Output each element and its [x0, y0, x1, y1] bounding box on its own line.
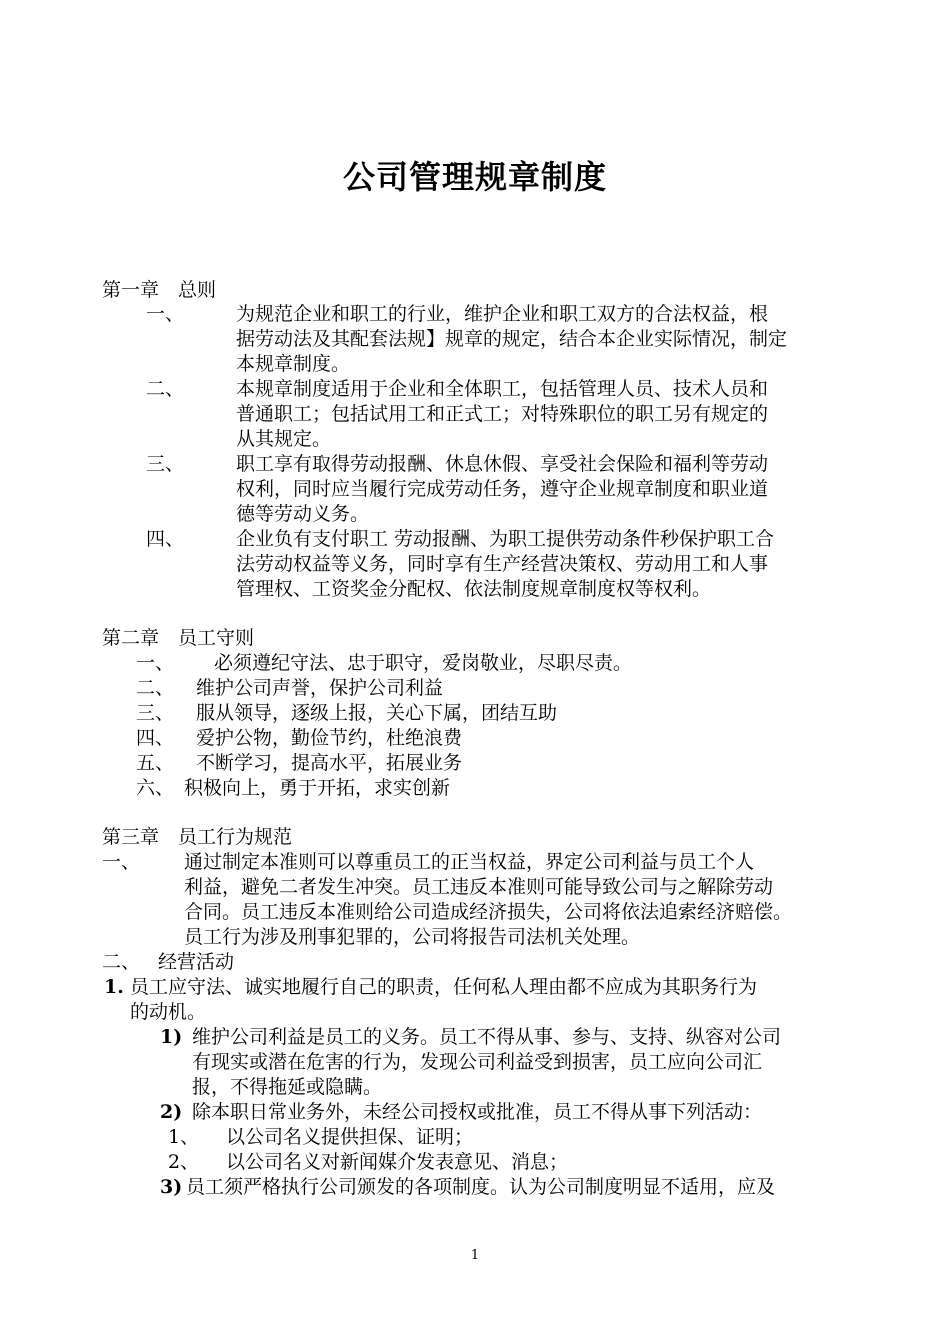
- ch2-item-4-number: 四、: [136, 727, 175, 749]
- ch1-item-1-number: 一、: [146, 303, 185, 325]
- page-number: 1: [470, 1248, 480, 1263]
- ch1-item-3-number: 三、: [146, 453, 185, 475]
- ch1-item-3-line-3: 德等劳动义务。: [236, 503, 370, 525]
- chapter-3-heading: 第三章 员工行为规范: [102, 826, 293, 848]
- ch2-item-5-text: 不断学习，提高水平，拓展业务: [196, 752, 463, 774]
- ch1-item-1-line-3: 本规章制度。: [236, 353, 351, 375]
- ch3-sub-2b-number: 2、: [168, 1151, 200, 1173]
- ch3-para-1-number: 1.: [104, 976, 124, 998]
- ch3-item-2-label: 经营活动: [158, 951, 235, 973]
- ch1-item-4-line-3: 管理权、工资奖金分配权、依法制度规章制度权等权利。: [236, 578, 712, 600]
- ch1-item-1-line-2: 据劳动法及其配套法规】规章的规定，结合本企业实际情况，制定: [236, 328, 788, 350]
- ch3-sub-1-line-1: 维护公司利益是员工的义务。员工不得从事、参与、支持、纵容对公司: [192, 1026, 782, 1048]
- ch3-item-1-number: 一、: [102, 851, 141, 873]
- ch3-sub-3-number: 3): [160, 1176, 183, 1198]
- ch1-item-4-line-1: 企业负有支付职工 劳动报酬、为职工提供劳动条件秒保护职工合: [236, 528, 775, 550]
- ch3-item-1-line-4: 员工行为涉及刑事犯罪的，公司将报告司法机关处理。: [184, 926, 641, 948]
- ch3-para-1-line-2: 的动机。: [130, 1001, 207, 1023]
- ch2-item-6-number: 六、: [136, 777, 175, 799]
- ch2-item-2-number: 二、: [136, 677, 175, 699]
- ch3-sub-1-number: 1): [160, 1026, 183, 1048]
- ch2-item-1-number: 一、: [136, 652, 175, 674]
- ch3-item-1-line-1: 通过制定本准则可以尊重员工的正当权益，界定公司利益与员工个人: [184, 851, 755, 873]
- ch2-item-5-number: 五、: [136, 752, 175, 774]
- ch2-item-6-text: 积极向上，勇于开拓，求实创新: [184, 777, 451, 799]
- ch3-item-2-number: 二、: [102, 951, 141, 973]
- ch3-sub-1-line-2: 有现实或潜在危害的行为，发现公司利益受到损害，员工应向公司汇: [192, 1051, 763, 1073]
- ch3-sub-3-text: 员工须严格执行公司颁发的各项制度。认为公司制度明显不适用，应及: [186, 1176, 776, 1198]
- ch3-sub-2b-text: 以公司名义对新闻媒介发表意见、消息；: [226, 1151, 569, 1173]
- ch3-sub-1-line-3: 报，不得拖延或隐瞒。: [192, 1076, 383, 1098]
- ch1-item-1-line-1: 为规范企业和职工的行业，维护企业和职工双方的合法权益，根: [236, 303, 769, 325]
- ch2-item-1-text: 必须遵纪守法、忠于职守，爱岗敬业，尽职尽责。: [214, 652, 633, 674]
- ch1-item-4-line-2: 法劳动权益等义务，同时享有生产经营决策权、劳动用工和人事: [236, 553, 769, 575]
- ch1-item-2-line-3: 从其规定。: [236, 428, 332, 450]
- ch1-item-4-number: 四、: [146, 528, 185, 550]
- ch3-item-1-line-3: 合同。员工违反本准则给公司造成经济损失，公司将依法追索经济赔偿。: [184, 901, 793, 923]
- ch2-item-3-text: 服从领导，逐级上报，关心下属，团结互助: [196, 702, 558, 724]
- ch1-item-2-number: 二、: [146, 378, 185, 400]
- ch3-item-1-line-2: 利益，避免二者发生冲突。员工违反本准则可能导致公司与之解除劳动: [184, 876, 774, 898]
- chapter-1-heading: 第一章 总则: [102, 279, 217, 301]
- document-title: 公司管理规章制度: [342, 158, 607, 196]
- ch2-item-2-text: 维护公司声誉，保护公司利益: [196, 677, 444, 699]
- ch2-item-4-text: 爱护公物，勤俭节约，杜绝浪费: [196, 727, 463, 749]
- ch1-item-2-line-1: 本规章制度适用于企业和全体职工，包括管理人员、技术人员和: [236, 378, 769, 400]
- ch3-sub-2-number: 2): [160, 1101, 183, 1123]
- ch3-para-1-line-1: 员工应守法、诚实地履行自己的职责，任何私人理由都不应成为其职务行为: [130, 976, 758, 998]
- ch1-item-3-line-1: 职工享有取得劳动报酬、休息休假、享受社会保险和福利等劳动: [236, 453, 769, 475]
- ch1-item-3-line-2: 权利，同时应当履行完成劳动任务，遵守企业规章制度和职业道: [236, 478, 769, 500]
- ch3-sub-2-text: 除本职日常业务外，未经公司授权或批准，员工不得从事下列活动：: [192, 1101, 763, 1123]
- chapter-2-heading: 第二章 员工守则: [102, 627, 255, 649]
- ch3-sub-2a-number: 1、: [168, 1126, 200, 1148]
- ch2-item-3-number: 三、: [136, 702, 175, 724]
- ch1-item-2-line-2: 普通职工；包括试用工和正式工；对特殊职位的职工另有规定的: [236, 403, 769, 425]
- ch3-sub-2a-text: 以公司名义提供担保、证明；: [226, 1126, 474, 1148]
